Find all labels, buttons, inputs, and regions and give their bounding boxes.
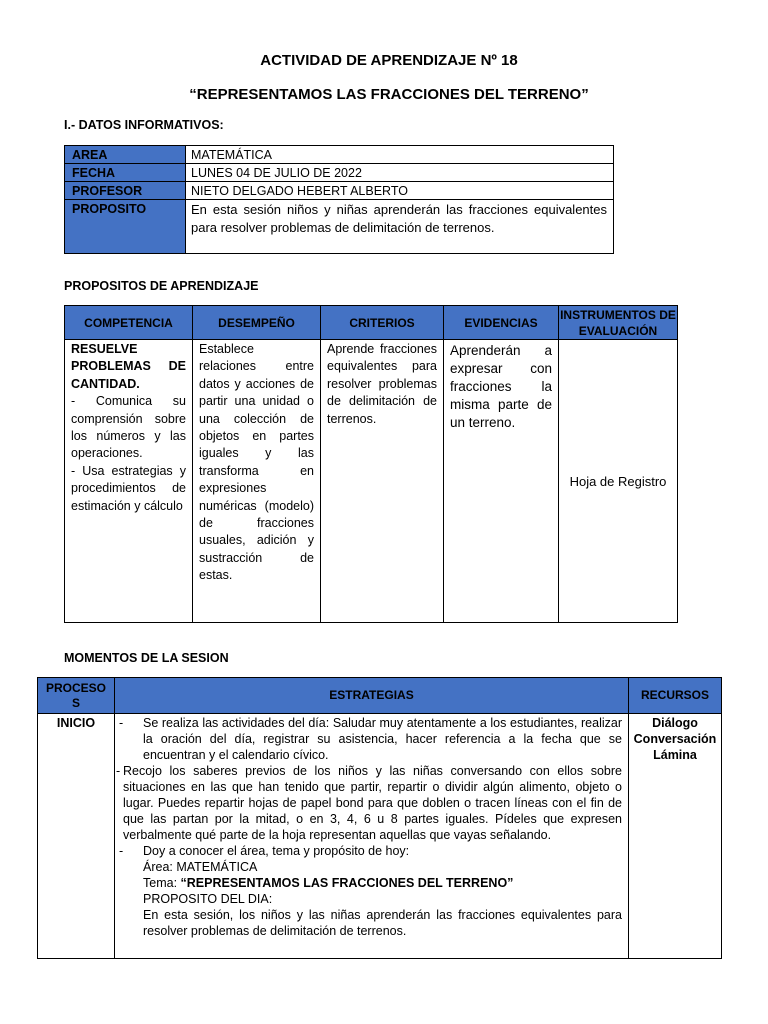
datos-value: LUNES 04 DE JULIO DE 2022 (186, 164, 614, 182)
instrumentos-cell: Hoja de Registro (559, 340, 678, 623)
desempeno-cell: Establece relaciones entre datos y acciones de partir una unidad o una colección de objetos en partes iguales y las transforma en expresiones numéricas (modelo) de fracciones usuales, adición y sustracción de estas. (193, 340, 321, 623)
tema-value: “REPRESENTAMOS LAS FRACCIONES DEL TERRENO” (180, 876, 514, 890)
list-item: - Recojo los saberes previos de los niños y las niñas conversando con ellos sobre situaciones en las que han tenido que partir, repartir o dividir algún alimento, objeto o lugar. Puedes repartir hojas de papel bond para que doblen o tracen líneas con el fin de que las partan por la mitad, o en 3, 4, 6 u 8 partes iguales. Pídeles que expresen verbalmente qué parte de la hoja representan aquellas que vayas señalando. (116, 764, 622, 842)
competencia-cell (65, 340, 193, 623)
datos-key: AREA (65, 146, 186, 164)
recurso-item: Conversación (633, 732, 717, 746)
competencia-item: - Usa estrategias y procedimientos de estimación y cálculo (71, 463, 186, 513)
procesos-line1: PROCESO (45, 680, 106, 695)
recurso-item: Diálogo (652, 716, 698, 730)
col-header-recursos: RECURSOS (629, 678, 722, 714)
estrategias-cell (115, 714, 629, 959)
propositos-heading: PROPOSITOS DE APRENDIZAJE (64, 279, 259, 293)
momentos-table (37, 677, 722, 959)
procesos-line2: S (71, 695, 80, 710)
datos-value: MATEMÁTICA (186, 146, 614, 164)
table-row (38, 714, 722, 959)
page-subtitle: “REPRESENTAMOS LAS FRACCIONES DEL TERRENO” (189, 86, 589, 103)
momentos-heading: MOMENTOS DE LA SESION (64, 651, 229, 665)
col-header-competencia: COMPETENCIA (65, 306, 193, 340)
propositos-table (64, 305, 678, 623)
datos-key: FECHA (65, 164, 186, 182)
criterios-cell: Aprende fracciones equivalentes para resolver problemas de delimitación de terrenos. (321, 340, 444, 623)
proposito-text: En esta sesión, los niños y las niñas aprenderán las fracciones equivalentes para resolver problemas de delimitación de terrenos. (143, 908, 622, 938)
datos-row (65, 146, 614, 164)
recurso-item: Lámina (653, 748, 697, 762)
competencia-title: RESUELVE PROBLEMAS DE CANTIDAD. (71, 342, 186, 391)
col-header-procesos (38, 678, 115, 714)
datos-value: NIETO DELGADO HEBERT ALBERTO (186, 182, 614, 200)
datos-row (65, 200, 614, 254)
datos-key: PROFESOR (65, 182, 186, 200)
datos-row (65, 182, 614, 200)
recursos-cell (629, 714, 722, 959)
datos-value: En esta sesión niños y niñas aprenderán las fracciones equivalentes para resolver problemas de delimitación de terrenos. (186, 200, 614, 254)
col-header-estrategias: ESTRATEGIAS (115, 678, 629, 714)
evidencias-cell: Aprenderán a expresar con fracciones la misma parte de un terreno. (444, 340, 559, 623)
proposito-label: PROPOSITO DEL DIA: (143, 892, 273, 906)
bullet-text: Recojo los saberes previos de los niños y las niñas conversando con ellos sobre situaciones en las que han tenido que partir, repartir o dividir algún alimento, objeto o lugar. Puedes repartir hojas de papel bond para que doblen o tracen líneas con el fin de que las partan por la mitad, o en 3, 4, 6 u 8 partes iguales. Pídeles que expresen verbalmente qué parte de la hoja representan aquellas que vayas señalando. (123, 764, 622, 842)
col-header-criterios: CRITERIOS (321, 306, 444, 340)
col-header-evidencias: EVIDENCIAS (444, 306, 559, 340)
page-title: ACTIVIDAD DE APRENDIZAJE Nº 18 (260, 52, 518, 69)
list-item: - Doy a conocer el área, tema y propósito de hoy: (119, 844, 410, 858)
proceso-inicio: INICIO (38, 714, 115, 959)
area-line: Área: MATEMÁTICA (143, 860, 258, 874)
datos-heading: I.- DATOS INFORMATIVOS: (64, 118, 224, 132)
datos-row (65, 164, 614, 182)
competencia-item: - Comunica su comprensión sobre los números y las operaciones. (71, 394, 186, 461)
datos-table (64, 145, 614, 254)
col-header-desempeno: DESEMPEÑO (193, 306, 321, 340)
col-header-instrumentos: INSTRUMENTOS DE EVALUACIÓN (560, 307, 676, 338)
datos-key: PROPOSITO (65, 200, 186, 254)
bullet-text: Doy a conocer el área, tema y propósito de hoy: (143, 844, 410, 858)
bullet-text: Se realiza las actividades del día: Saludar muy atentamente a los estudiantes, realizar la oración del día, registrar su asistencia, hacer referencia a la fecha que se encuentran y el calendario cívico. (143, 716, 622, 762)
list-item: - Se realiza las actividades del día: Saludar muy atentamente a los estudiantes, realizar la oración del día, registrar su asistencia, hacer referencia a la fecha que se encuentran y el calendario cívico. (119, 716, 622, 762)
tema-line: Tema: “REPRESENTAMOS LAS FRACCIONES DEL TERRENO” (143, 876, 514, 890)
